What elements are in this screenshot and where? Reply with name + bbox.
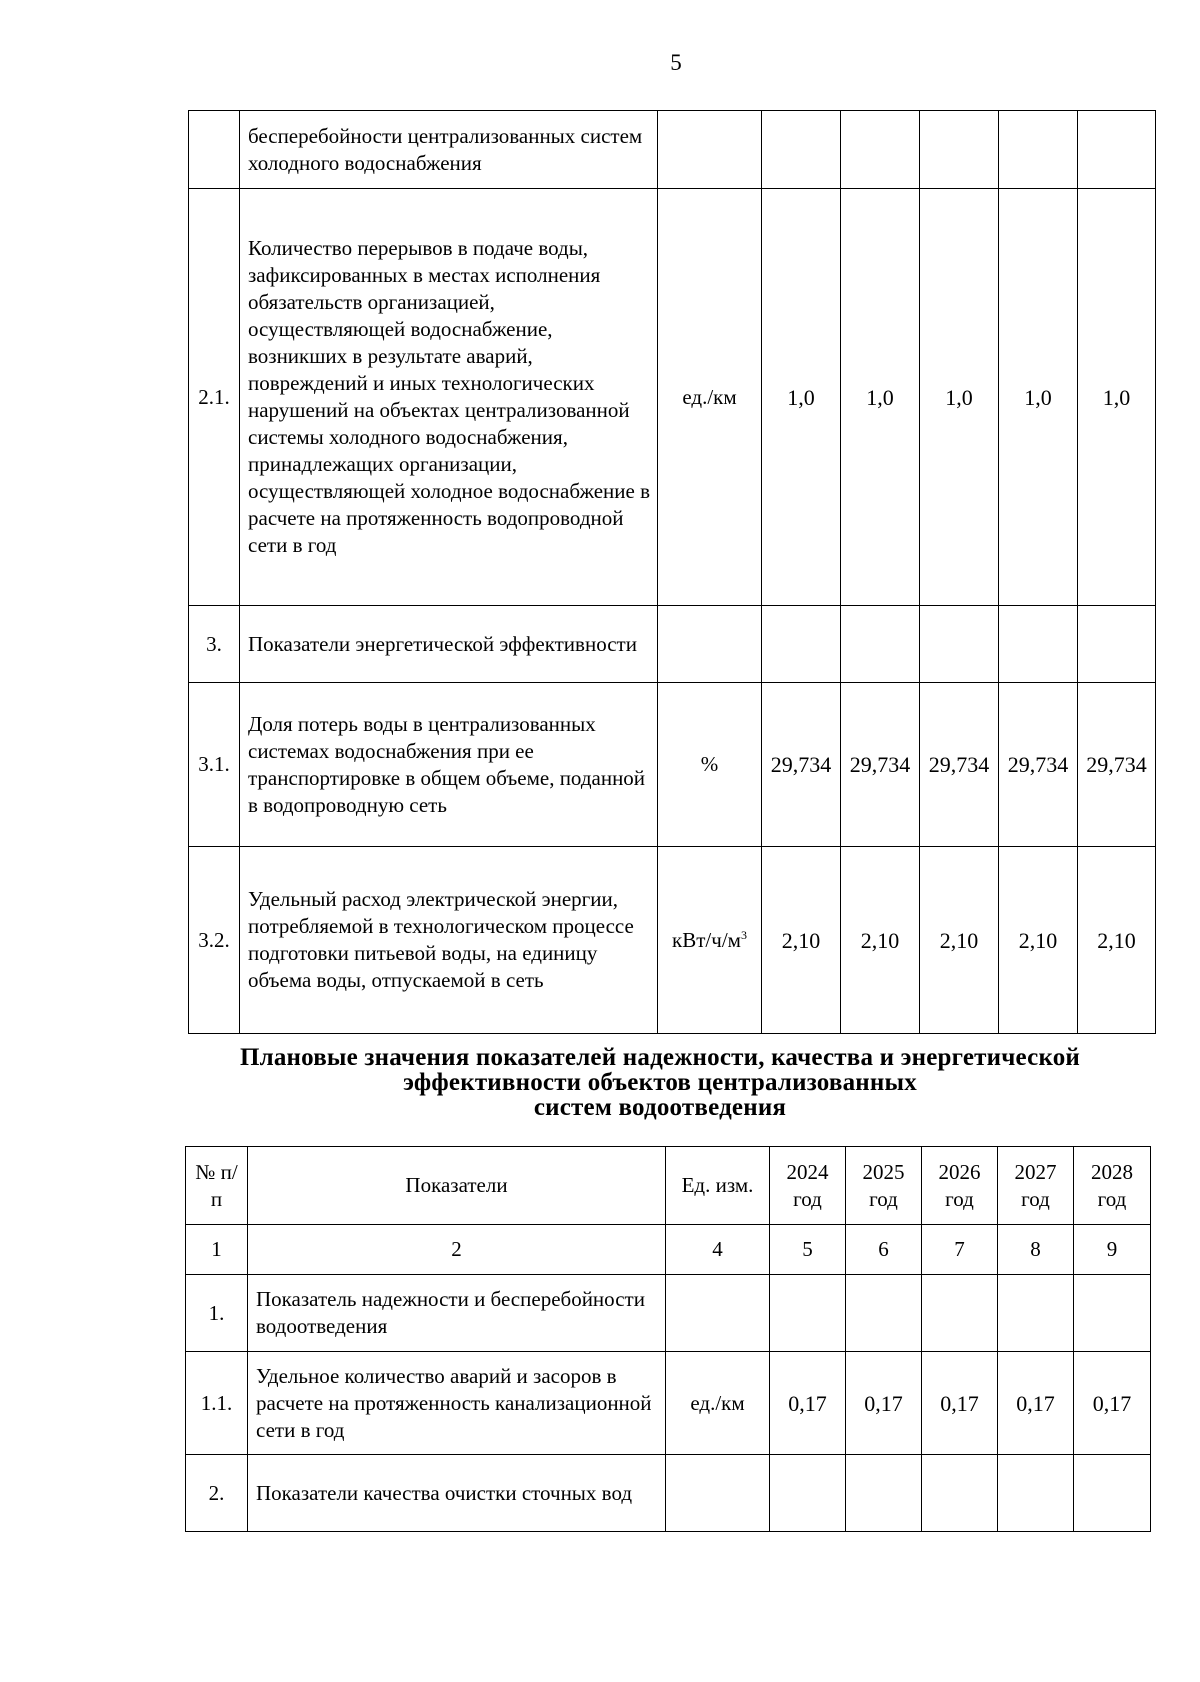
column-number: 4	[666, 1225, 770, 1275]
value-2025: 1,0	[841, 189, 920, 606]
unit-cell	[658, 111, 762, 189]
column-number: 5	[770, 1225, 846, 1275]
column-number: 1	[186, 1225, 248, 1275]
value-2026: 1,0	[920, 189, 999, 606]
column-number: 9	[1074, 1225, 1151, 1275]
table-row	[189, 847, 1156, 1034]
header-indicators: Показатели	[248, 1147, 666, 1225]
value-2026	[920, 606, 999, 683]
row-number: 3.	[189, 606, 240, 683]
value-2026	[922, 1275, 998, 1352]
column-number: 6	[846, 1225, 922, 1275]
value-2025	[841, 606, 920, 683]
value-2025: 29,734	[841, 683, 920, 847]
unit-cell: %	[658, 683, 762, 847]
header-year-2026: 2026 год	[922, 1147, 998, 1225]
value-2026	[922, 1455, 998, 1532]
unit-base: кВт/ч/м	[672, 927, 741, 952]
indicator-name: Удельный расход электрической энергии, потребляемой в технологическом процессе подготовки питьевой воды, на единицу объема воды, отпускаемой в сеть	[240, 847, 658, 1034]
value-2024	[770, 1275, 846, 1352]
indicator-name: бесперебойности централизованных систем холодного водоснабжения	[240, 111, 658, 189]
value-2026	[920, 111, 999, 189]
indicator-name: Количество перерывов в подаче воды, зафиксированных в местах исполнения обязательств организацией, осуществляющей водоснабжение, возникших в результате аварий, повреждений и иных технологических нарушений на объектах централизованной системы холодного водоснабжения, принадлежащих организации, осуществляющей холодное водоснабжение в расчете на протяженность водопроводной сети в год	[240, 189, 658, 606]
header-year-2024: 2024 год	[770, 1147, 846, 1225]
table-row	[186, 1275, 1151, 1352]
wastewater-indicators-table	[185, 1146, 1151, 1532]
value-2024: 0,17	[770, 1352, 846, 1455]
indicator-name: Удельное количество аварий и засоров в расчете на протяженность канализационной сети в год	[248, 1352, 666, 1455]
table-row	[189, 189, 1156, 606]
page-number: 5	[670, 50, 682, 75]
water-supply-indicators-table	[188, 110, 1156, 1034]
unit-cell	[658, 606, 762, 683]
row-number: 3.1.	[189, 683, 240, 847]
row-number	[189, 111, 240, 189]
value-2028: 1,0	[1078, 189, 1156, 606]
value-2028: 2,10	[1078, 847, 1156, 1034]
value-2025: 2,10	[841, 847, 920, 1034]
value-2027	[999, 606, 1078, 683]
column-number: 7	[922, 1225, 998, 1275]
value-2027: 1,0	[999, 189, 1078, 606]
value-2026: 29,734	[920, 683, 999, 847]
unit-superscript: 3	[740, 927, 747, 942]
unit-cell	[666, 1275, 770, 1352]
value-2027: 0,17	[998, 1352, 1074, 1455]
value-2024: 29,734	[762, 683, 841, 847]
indicator-name: Показатель надежности и бесперебойности водоотведения	[248, 1275, 666, 1352]
section-heading	[160, 1045, 1160, 1120]
row-number: 1.	[186, 1275, 248, 1352]
unit-cell	[666, 1455, 770, 1532]
value-2026: 0,17	[922, 1352, 998, 1455]
header-year-2027: 2027 год	[998, 1147, 1074, 1225]
column-numbers-row	[186, 1225, 1151, 1275]
value-2025	[841, 111, 920, 189]
value-2024	[770, 1455, 846, 1532]
column-number: 2	[248, 1225, 666, 1275]
table-row	[189, 683, 1156, 847]
value-2028	[1074, 1455, 1151, 1532]
header-number: № п/п	[186, 1147, 248, 1225]
value-2027	[998, 1455, 1074, 1532]
row-number: 2.	[186, 1455, 248, 1532]
unit-cell	[658, 847, 762, 1034]
header-year-2028: 2028 год	[1074, 1147, 1151, 1225]
value-2028: 29,734	[1078, 683, 1156, 847]
heading-line: Плановые значения показателей надежности, качества и энергетической	[239, 1044, 1081, 1071]
value-2027: 29,734	[999, 683, 1078, 847]
value-2025: 0,17	[846, 1352, 922, 1455]
column-number: 8	[998, 1225, 1074, 1275]
table-row	[189, 111, 1156, 189]
row-number: 1.1.	[186, 1352, 248, 1455]
table-header-row	[186, 1147, 1151, 1225]
heading-line: систем водоотведения	[533, 1094, 787, 1121]
value-2025	[846, 1455, 922, 1532]
value-2028	[1078, 606, 1156, 683]
heading-line: эффективности объектов централизованных	[403, 1069, 917, 1096]
value-2028	[1078, 111, 1156, 189]
header-unit: Ед. изм.	[666, 1147, 770, 1225]
value-2027	[999, 111, 1078, 189]
indicator-name: Показатели энергетической эффективности	[240, 606, 658, 683]
value-2024	[762, 111, 841, 189]
indicator-name: Доля потерь воды в централизованных системах водоснабжения при ее транспортировке в общем объеме, поданной в водопроводную сеть	[240, 683, 658, 847]
unit-cell: ед./км	[666, 1352, 770, 1455]
value-2028	[1074, 1275, 1151, 1352]
unit-cell: ед./км	[658, 189, 762, 606]
indicator-name: Показатели качества очистки сточных вод	[248, 1455, 666, 1532]
value-2026: 2,10	[920, 847, 999, 1034]
value-2028: 0,17	[1074, 1352, 1151, 1455]
value-2024	[762, 606, 841, 683]
value-2027: 2,10	[999, 847, 1078, 1034]
row-number: 2.1.	[189, 189, 240, 606]
value-2024: 2,10	[762, 847, 841, 1034]
table-row	[189, 606, 1156, 683]
table-row	[186, 1455, 1151, 1532]
row-number: 3.2.	[189, 847, 240, 1034]
value-2027	[998, 1275, 1074, 1352]
value-2025	[846, 1275, 922, 1352]
value-2024: 1,0	[762, 189, 841, 606]
table-row	[186, 1352, 1151, 1455]
header-year-2025: 2025 год	[846, 1147, 922, 1225]
